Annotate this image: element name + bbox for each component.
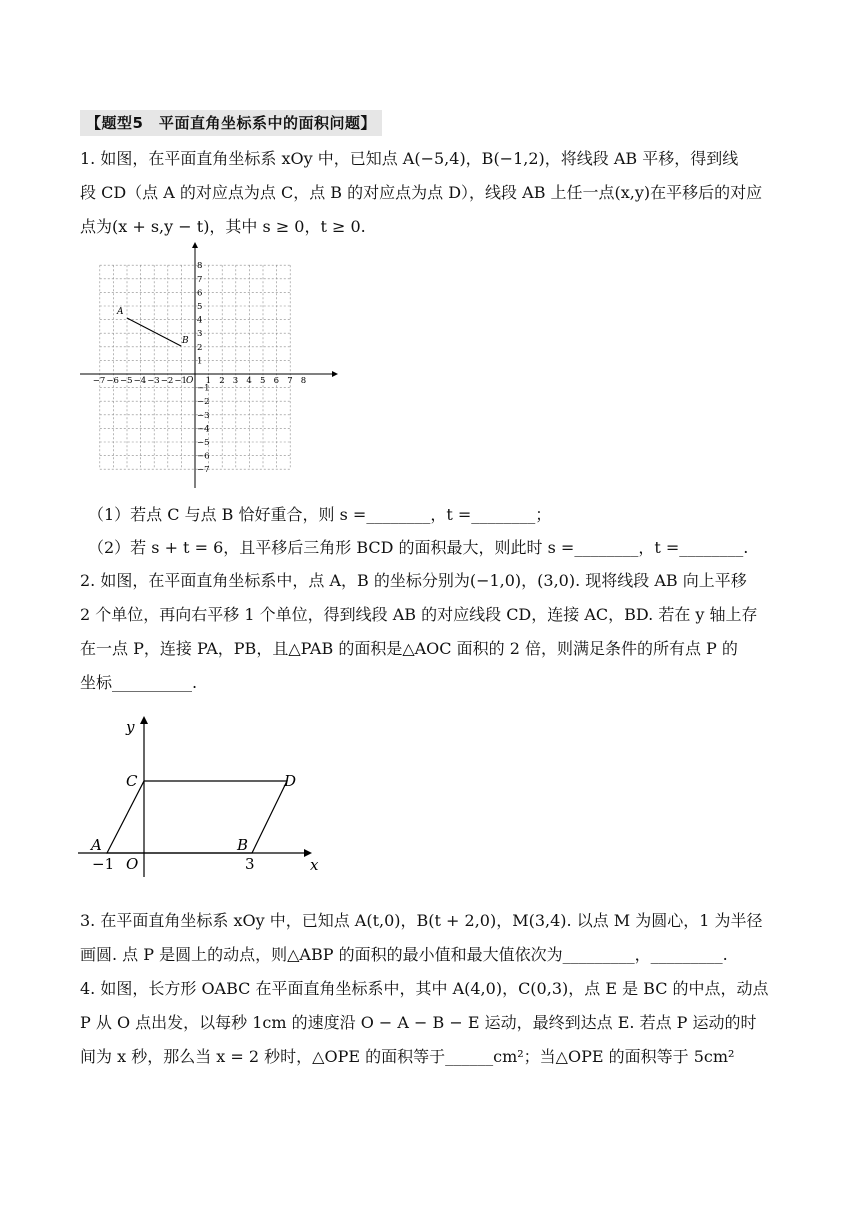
y-tick-label: 4	[197, 315, 203, 326]
origin-label: O	[126, 855, 139, 873]
x-tick-label: 7	[287, 376, 293, 386]
y-tick-label: 2	[197, 342, 203, 353]
x-tick-label: −7	[92, 376, 106, 386]
y-tick-label: −4	[197, 424, 210, 435]
q4-text-line2: P 从 O 点出发，以每秒 1cm 的速度沿 O − A − B − E 运动，最终到达点 E. 若点 P 运动的时	[80, 1013, 757, 1032]
figure-2-parallelogram	[78, 712, 338, 877]
point-b-label: B	[237, 836, 249, 854]
x-tick-label: 6	[273, 376, 280, 386]
x-tick-label: −4	[133, 376, 147, 386]
point-b-label: B	[182, 336, 189, 346]
x-tick-label: −5	[120, 376, 133, 386]
x-tick-label: −1	[174, 376, 187, 386]
x-tick-label: 3	[232, 376, 239, 386]
y-tick-label: −1	[197, 383, 210, 394]
x-tick-label: 5	[260, 376, 266, 386]
q2-text-line3: 在一点 P，连接 PA，PB，且△PAB 的面积是△AOC 面积的 2 倍，则满足条件的所有点 P 的	[80, 639, 738, 658]
x-tick-label: −3	[147, 376, 160, 386]
x-axis-label: x	[310, 856, 319, 874]
section-title: 【题型5 平面直角坐标系中的面积问题】	[80, 110, 382, 136]
x-tick-label: 1	[205, 376, 212, 386]
y-tick-labels	[197, 261, 210, 475]
x-axis-arrow	[332, 371, 338, 377]
tick-3-label: 3	[245, 855, 255, 873]
y-tick-label: 5	[197, 302, 203, 312]
q1-text-line1: 1. 如图，在平面直角坐标系 xOy 中，已知点 A(−5,4)，B(−1,2)，将线段 AB 平移，得到线	[80, 149, 739, 168]
tick-neg1-label: −1	[92, 855, 115, 873]
parallelogram-abdc	[107, 781, 287, 853]
origin-label: O	[186, 376, 194, 386]
q2-text-line1: 2. 如图，在平面直角坐标系中，点 A，B 的坐标分别为(−1,0)，(3,0). 现将线段 AB 向上平移	[80, 571, 747, 590]
q1-text-line2: 段 CD（点 A 的对应点为点 C，点 B 的对应点为点 D），线段 AB 上任一点(x,y)在平移后的对应	[80, 183, 763, 202]
y-tick-label: 6	[197, 288, 203, 299]
q2-text-line2: 2 个单位，再向右平移 1 个单位，得到线段 AB 的对应线段 CD，连接 AC，BD. 若在 y 轴上存	[80, 605, 758, 624]
point-d-label: D	[284, 772, 297, 790]
point-a-label: A	[91, 836, 102, 854]
q2-text-line4: 坐标__________.	[80, 673, 198, 692]
y-axis-arrow	[192, 242, 198, 248]
q1-sub1: （1）若点 C 与点 B 恰好重合，则 s =________，t =________；	[88, 505, 552, 524]
y-tick-label: 7	[197, 274, 203, 285]
y-tick-label: −3	[197, 410, 210, 421]
q3-text-line2: 画圆. 点 P 是圆上的动点，则△ABP 的面积的最小值和最大值依次为_________，_________.	[80, 945, 728, 964]
y-tick-label: −2	[197, 397, 210, 408]
q4-text-line1: 4. 如图，长方形 OABC 在平面直角坐标系中，其中 A(4,0)，C(0,3)，点 E 是 BC 的中点，动点	[80, 979, 769, 998]
y-tick-label: −6	[197, 451, 210, 462]
x-tick-label: 8	[300, 376, 307, 386]
y-axis-arrow	[140, 716, 148, 724]
y-axis-label: y	[126, 718, 135, 736]
q4-text-line3: 间为 x 秒，那么当 x = 2 秒时，△OPE 的面积等于______cm²；当△OPE 的面积等于 5cm²	[80, 1047, 735, 1066]
q1-text-line3: 点为(x + s,y − t)，其中 s ≥ 0，t ≥ 0.	[80, 217, 366, 236]
y-tick-label: 1	[197, 356, 203, 367]
figure-1-coordinate-grid	[70, 240, 340, 490]
q3-text-line1: 3. 在平面直角坐标系 xOy 中，已知点 A(t,0)，B(t + 2,0)，M(3,4). 以点 M 为圆心，1 为半径	[80, 911, 763, 930]
point-c-label: C	[126, 772, 138, 790]
y-tick-label: 8	[197, 261, 203, 272]
x-tick-label: −6	[106, 376, 119, 386]
q1-sub2: （2）若 s + t = 6，且平移后三角形 BCD 的面积最大，则此时 s =________，t =________.	[88, 538, 749, 557]
x-tick-label: 4	[246, 376, 252, 386]
y-tick-label: −7	[197, 465, 210, 476]
y-tick-label: 3	[197, 329, 203, 340]
x-tick-label: 2	[219, 376, 225, 386]
x-tick-label: −2	[160, 376, 174, 386]
point-a-label: A	[117, 307, 124, 317]
y-tick-label: −5	[197, 438, 210, 448]
